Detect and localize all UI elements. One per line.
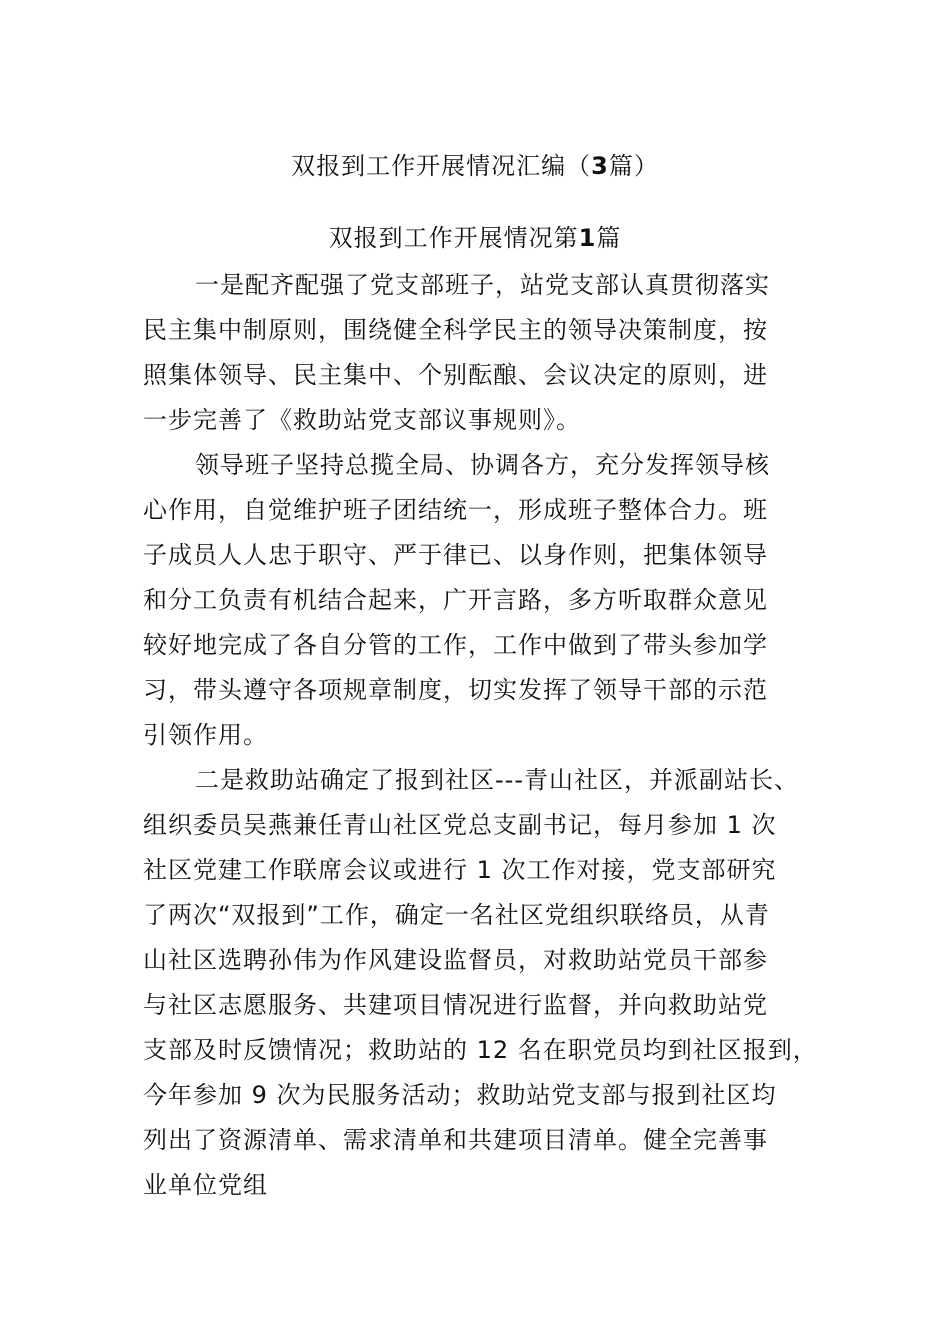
body-text (143, 263, 833, 1208)
text-line: 习，带头遵守各项规章制度，切实发挥了领导干部的示范 (143, 676, 768, 704)
text-line: 山社区选聘孙伟为作风建设监督员，对救助站党员干部参 (143, 946, 768, 974)
text-line: 民主集中制原则，围绕健全科学民主的领导决策制度，按 (143, 316, 768, 344)
text-line: 二是救助站确定了报到社区---青山社区，并派副站长、 (195, 766, 799, 794)
text-line: 照集体领导、民主集中、个别酝酿、会议决定的原则，进 (143, 361, 768, 389)
text-line: 与社区志愿服务、共建项目情况进行监督，并向救助站党 (143, 991, 768, 1019)
text-line: 一是配齐配强了党支部班子，站党支部认真贯彻落实 (195, 271, 770, 299)
text-line: 业单位党组 (143, 1171, 268, 1199)
section-title (0, 222, 950, 254)
text-line: 较好地完成了各自分管的工作，工作中做到了带头参加学 (143, 631, 768, 659)
document-title-prefix: 双报到工作开展情况汇编（ (291, 152, 592, 180)
text-line: 了两次“双报到”工作，确定一名社区党组织联络员，从青 (143, 901, 770, 929)
text-line: 和分工负责有机结合起来，广开言路，多方听取群众意见 (143, 586, 768, 614)
document-title-suffix: 篇） (608, 152, 659, 180)
text-line: 组织委员吴燕兼任青山社区党总支副书记，每月参加 1 次 (143, 811, 777, 839)
text-line: 社区党建工作联席会议或进行 1 次工作对接，党支部研究 (143, 856, 777, 884)
document-title-number: 3 (591, 152, 609, 180)
text-line: 一步完善了《救助站党支部议事规则》。 (143, 406, 581, 434)
section-title-number: 1 (578, 224, 597, 252)
section-title-suffix: 篇 (596, 224, 622, 252)
text-line: 今年参加 9 次为民服务活动；救助站党支部与报到社区均 (143, 1081, 777, 1109)
text-line: 心作用，自觉维护班子团结统一，形成班子整体合力。班 (143, 496, 768, 524)
document-title (0, 150, 950, 182)
text-line: 列出了资源清单、需求清单和共建项目清单。健全完善事 (143, 1126, 768, 1154)
text-line: 引领作用。 (143, 721, 268, 749)
text-line: 子成员人人忠于职守、严于律已、以身作则，把集体领导 (143, 541, 768, 569)
text-line: 领导班子坚持总揽全局、协调各方，充分发挥领导核 (195, 451, 770, 479)
section-title-prefix: 双报到工作开展情况第 (328, 224, 579, 252)
text-line: 支部及时反馈情况；救助站的 12 名在职党员均到社区报到， (143, 1036, 818, 1064)
